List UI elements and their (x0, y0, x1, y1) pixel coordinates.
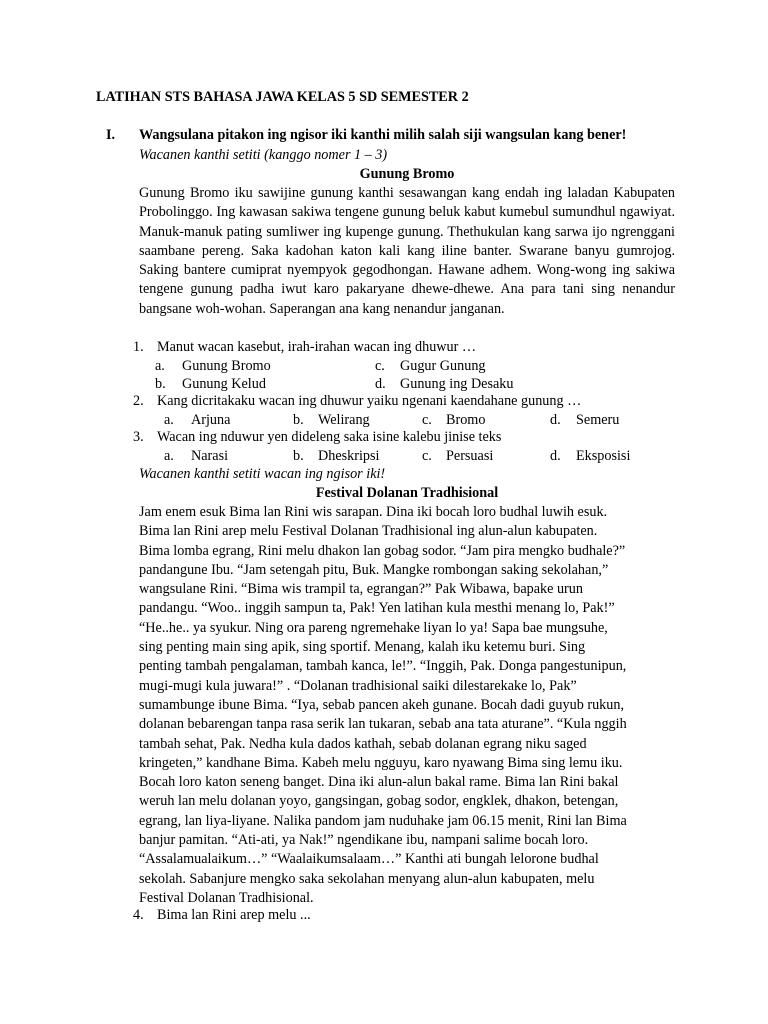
option-letter: d. (375, 376, 386, 392)
option-text: Dheskripsi (318, 448, 380, 464)
question-text: Wacan ing nduwur yen dideleng saka isine kalebu jinise teks (157, 429, 502, 445)
option-text: Gunung ing Desaku (400, 376, 514, 392)
passage-title: Gunung Bromo (359, 166, 455, 182)
option-letter: d. (550, 448, 561, 464)
question-text: Kang dicritakaku wacan ing dhuwur yaiku ngenani kaendahane gunung … (157, 393, 582, 409)
passage-line: kringeten,” kandhane Bima. Kabeh melu ngguyu, karo nyawang Bima sing lemu iku. (139, 754, 623, 771)
passage-line: pandangu. “Woo.. inggih sampun ta, Pak! Yen latihan kula mesthi menang lo, Pak!” (139, 600, 615, 617)
document-title: LATIHAN STS BAHASA JAWA KELAS 5 SD SEMESTER 2 (96, 89, 469, 105)
option-letter: c. (375, 358, 385, 374)
passage-text: Gunung Bromo iku sawijine gunung kanthi sesawangan kang endah ing laladan Kabupaten Probolinggo. Ing kawasan sakiwa tengene gunung beluk kabut kumebul sumundhul ngawiyat. Manuk-manuk pating sumliwer ing kupenge gunung. Thethukulan kang sarwa ijo ngrenggani saambane pereng. Saka kadohan katon kali kang iline banter. Swarane banyu gumrojog. Saking bantere cumiprat nyempyok gegodhongan. Hawane adhem. Wong-wong ing sakiwa tengene gunung padha iwut karo pakaryane dhewe-dhewe. Ana para tani sing nenandur bangsane woh-wohan. Saperangan ana kang nenandur janganan. (139, 185, 675, 317)
option-text: Welirang (318, 412, 370, 428)
passage-line: sing penting main sing apik, sing sportif. Menang, kalah iku ketemu buri. Sing (139, 639, 586, 656)
question-number: 4. (133, 907, 144, 923)
section-instruction: Wangsulana pitakon ing ngisor iki kanthi milih salah siji wangsulan kang bener! (139, 127, 627, 143)
option-text: Eksposisi (576, 448, 631, 464)
passage-line: penting tambah pengalaman, tambah kanca, le!”. “Inggih, Pak. Donga pangestunipun, (139, 658, 627, 675)
passage-line: wangsulane Rini. “Bima wis trampil ta, egrangan?” Pak Wibawa, bapake urun (139, 581, 583, 598)
passage-line: dolanan bebarengan tanpa rasa serik lan tukaran, sebab ana tata aturane”. “Kula nggih (139, 716, 627, 733)
option-letter: c. (422, 412, 432, 428)
option-letter: d. (550, 412, 561, 428)
option-text: Persuasi (446, 448, 494, 464)
reading-note-2: Wacanen kanthi setiti wacan ing ngisor iki! (139, 466, 386, 482)
option-letter: a. (155, 358, 165, 374)
passage-2-text (139, 503, 627, 908)
option-letter: b. (155, 376, 166, 392)
option-text: Gunung Kelud (182, 376, 266, 392)
passage-line: Bima lomba egrang, Rini melu dhakon lan gobag sodor. “Jam pira mengko budhale?” (139, 542, 626, 559)
section-numeral: I. (106, 127, 116, 143)
question-text: Manut wacan kasebut, irah-irahan wacan ing dhuwur … (157, 339, 477, 355)
passage-line: sumambunge ibune Bima. “Iya, sebab pancen akeh gunane. Bocah dadi guyub rukun, (139, 696, 624, 713)
passage-line: banjur pamitan. “Ati-ati, ya Nak!” ngendikane ibu, nampani salime bocah loro. (139, 832, 589, 849)
passage-line: Jam enem esuk Bima lan Rini wis sarapan. Dina iki bocah loro budhal luwih esuk. (139, 504, 608, 520)
passage-line: Bocah loro katon seneng banget. Dina iki alun-alun bakal rame. Bima lan Rini bakal (139, 774, 619, 791)
option-letter: c. (422, 448, 432, 464)
passage-line: Bima lan Rini arep melu Festival Dolanan Tradhisional ing alun-alun kabupaten. (139, 523, 598, 540)
passage-line: tambah sehat, Pak. Nedha kula dados kathah, sebab dolanan egrang niku saged (139, 735, 587, 752)
passage-line: weruh lan melu dolanan yoyo, gangsingan, gobag sodor, engklek, dhakon, betengan, (139, 793, 619, 810)
question-number: 2. (133, 393, 144, 409)
option-text: Semeru (576, 412, 620, 428)
option-text: Arjuna (191, 412, 231, 428)
option-text: Bromo (446, 412, 486, 428)
question-text: Bima lan Rini arep melu ... (157, 907, 311, 923)
question-number: 1. (133, 339, 144, 355)
option-text: Gugur Gunung (400, 358, 486, 374)
option-letter: b. (293, 448, 304, 464)
passage-2-title: Festival Dolanan Tradhisional (315, 485, 499, 501)
passage-line: sekolah. Sabanjure mengko saka sekolahan menyang alun-alun kabupaten, melu (139, 870, 595, 887)
passage-line: mugi-mugi kula juwara!” . “Dolanan tradhisional saiki dilestarekake lo, Pak” (139, 677, 577, 694)
option-letter: a. (164, 448, 174, 464)
passage-line: “Assalamualaikum…” “Waalaikumsalaam…” Kanthi ati bungah lelorone budhal (139, 851, 599, 868)
passage-line: egrang, lan liya-liyane. Nalika pandom jam nuduhake jam 06.15 menit, Rini lan Bima (139, 812, 627, 829)
passage-line: pandangune Ibu. “Jam setengah pitu, Buk. Mangke rombongan saking sekolahan,” (139, 561, 609, 578)
option-text: Narasi (191, 448, 229, 464)
reading-note: Wacanen kanthi setiti (kanggo nomer 1 – 3) (139, 147, 388, 163)
question-number: 3. (133, 429, 144, 445)
passage-line: “He..he.. ya syukur. Ning ora pareng ngremehake liyan lo ya! Sapa bae mungsuhe, (139, 619, 608, 636)
option-letter: a. (164, 412, 174, 428)
passage-line: Festival Dolanan Tradhisional. (139, 889, 314, 906)
option-text: Gunung Bromo (182, 358, 271, 374)
option-letter: b. (293, 412, 304, 428)
